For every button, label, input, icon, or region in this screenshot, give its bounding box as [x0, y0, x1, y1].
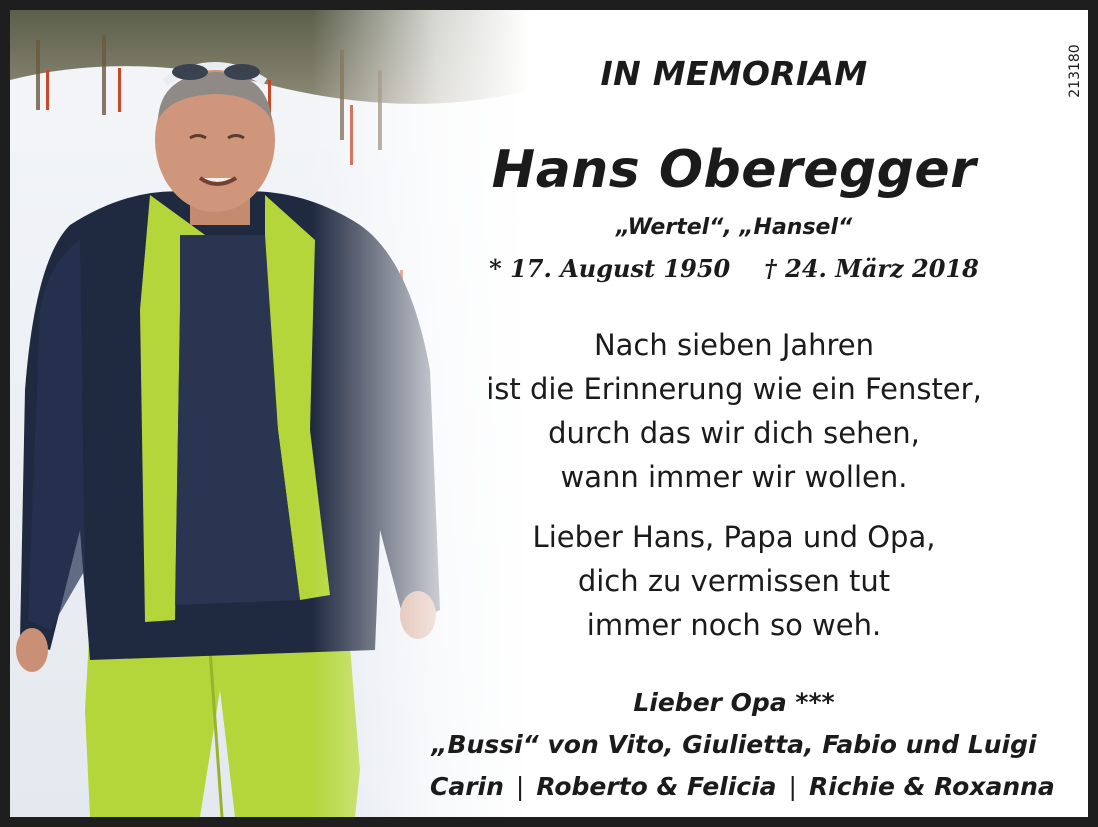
reference-number-text: 213180: [1067, 44, 1083, 98]
life-dates: [430, 254, 1038, 283]
death-date: † 24. März 2018: [764, 254, 979, 283]
verse-line: wann immer wir wollen.: [560, 460, 908, 494]
separator: |: [788, 772, 797, 801]
deceased-name: Hans Oberegger: [491, 140, 977, 200]
verse-line: Lieber Hans, Papa und Opa,: [532, 520, 936, 554]
heading: IN MEMORIAM: [600, 54, 868, 93]
verse-line: Nach sieben Jahren: [593, 328, 875, 362]
birth-date: * 17. August 1950: [489, 254, 731, 283]
signature-line-1: Lieber Opa ***: [633, 688, 835, 717]
family-name-1: Carin: [430, 772, 504, 801]
reference-number: [1064, 36, 1086, 106]
nicknames: „Wertel“, „Hansel“: [615, 215, 853, 240]
verse-line: ist die Erinnerung wie ein Fenster,: [486, 372, 982, 406]
verse-line: durch das wir dich sehen,: [548, 416, 920, 450]
signature-block: [430, 682, 1055, 808]
family-name-3: Richie & Roxanna: [808, 772, 1055, 801]
separator: |: [515, 772, 525, 801]
family-name-2: Roberto & Felicia: [536, 772, 777, 801]
verse-line: dich zu vermissen tut: [577, 564, 891, 598]
verse-1: [430, 323, 1038, 499]
verse-line: immer noch so weh.: [586, 608, 882, 642]
signature-names: [430, 766, 1055, 808]
verse-2: [430, 515, 1038, 647]
signature-line-2: „Bussi“ von Vito, Giulietta, Fabio und Luigi: [431, 730, 1037, 759]
